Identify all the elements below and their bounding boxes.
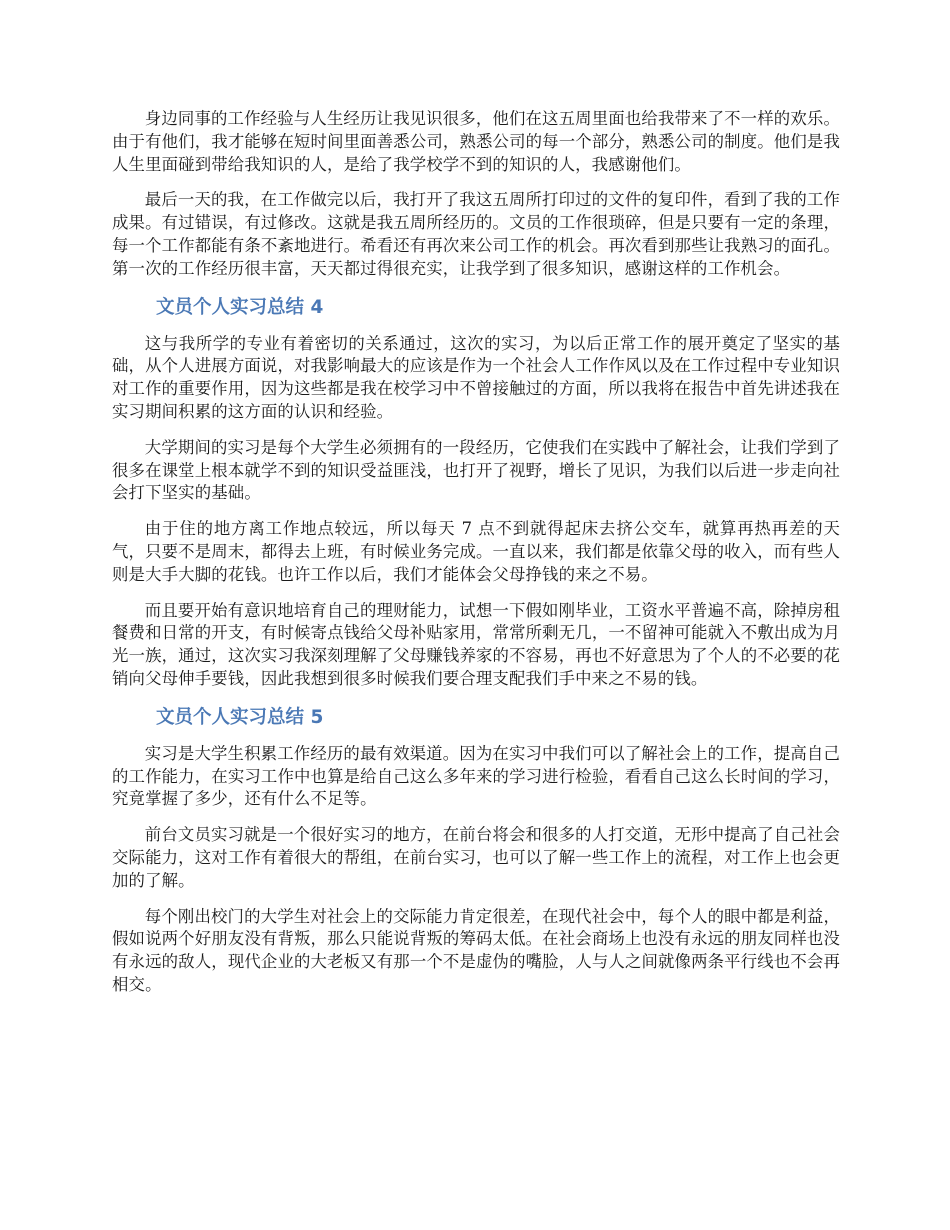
paragraph-university-internship: 大学期间的实习是每个大学生必须拥有的一段经历，它使我们在实践中了解社会，让我们学到了很多在课堂上根本就学不到的知识受益匪浅，也打开了视野，增长了见识，为我们以后进一步走向社会打下坚实的基础。 bbox=[112, 437, 840, 503]
paragraph-commute: 由于住的地方离工作地点较远，所以每天 7 点不到就得起床去挤公交车，就算再热再差的天气，只要不是周末，都得去上班，有时候业务完成。一直以来，我们都是依靠父母的收入，而有些人则是大手大脚的花钱。也许工作以后，我们才能体会父母挣钱的来之不易。 bbox=[112, 519, 840, 584]
document-page bbox=[112, 108, 840, 1010]
section-heading-4: 文员个人实习总结 4 bbox=[156, 296, 324, 318]
paragraph-last-day: 最后一天的我，在工作做完以后，我打开了我这五周所打印过的文件的复印件，看到了我的工作成果。有过错误，有过修改。这就是我五周所经历的。文员的工作很琐碎，但是只要有一定的条理，每一个工作都能有条不紊地进行。希看还有再次来公司工作的机会。再次看到那些让我熟习的面孔。第一次的工作经历很丰富，天天都过得很充实，让我学到了很多知识，感谢这样的工作机会。 bbox=[112, 190, 840, 278]
paragraph-coworkers: 身边同事的工作经验与人生经历让我见识很多，他们在这五周里面也给我带来了不一样的欢乐。由于有他们，我才能够在短时间里面善悉公司，熟悉公司的每一个部分，熟悉公司的制度。他们是我人生里面碰到带给我知识的人，是给了我学校学不到的知识的人，我感谢他们。 bbox=[112, 109, 840, 174]
section-heading-5: 文员个人实习总结 5 bbox=[156, 706, 324, 728]
paragraph-internship-channel: 实习是大学生积累工作经历的最有效渠道。因为在实习中我们可以了解社会上的工作，提高自己的工作能力，在实习工作中也算是给自己这么多年来的学习进行检验，看看自己这么长时间的学习，究竟掌握了多少，还有什么不足等。 bbox=[112, 743, 840, 809]
paragraph-social-skills: 每个刚出校门的大学生对社会上的交际能力肯定很差，在现代社会中，每个人的眼中都是利益，假如说两个好朋友没有背叛，那么只能说背叛的筹码太低。在社会商场上也没有永远的朋友同样也没有永远的敌人，现代企业的大老板又有那一个不是虚伪的嘴脸，人与人之间就像两条平行线也不会再相交。 bbox=[112, 906, 840, 994]
paragraph-finance: 而且要开始有意识地培育自己的理财能力，试想一下假如刚毕业，工资水平普遍不高，除掉房租餐费和日常的开支，有时候寄点钱给父母补贴家用，常常所剩无几，一不留神可能就入不敷出成为月光一族，通过，这次实习我深刻理解了父母赚钱养家的不容易，再也不好意思为了个人的不必要的花销向父母伸手要钱，因此我想到很多时候我们要合理支配我们手中来之不易的钱。 bbox=[112, 600, 840, 688]
paragraph-front-desk: 前台文员实习就是一个很好实习的地方，在前台将会和很多的人打交道，无形中提高了自己社会交际能力，这对工作有着很大的帮组，在前台实习，也可以了解一些工作上的流程，对工作上也会更加的了解。 bbox=[112, 825, 840, 890]
paragraph-major-relation: 这与我所学的专业有着密切的关系通过，这次的实习，为以后正常工作的展开奠定了坚实的基础，从个人进展方面说，对我影响最大的应该是作为一个社会人工作作风以及在工作过程中专业知识对工作的重要作用，因为这些都是我在校学习中不曾接触过的方面，所以我将在报告中首先讲述我在实习期间积累的这方面的认识和经验。 bbox=[112, 333, 840, 421]
